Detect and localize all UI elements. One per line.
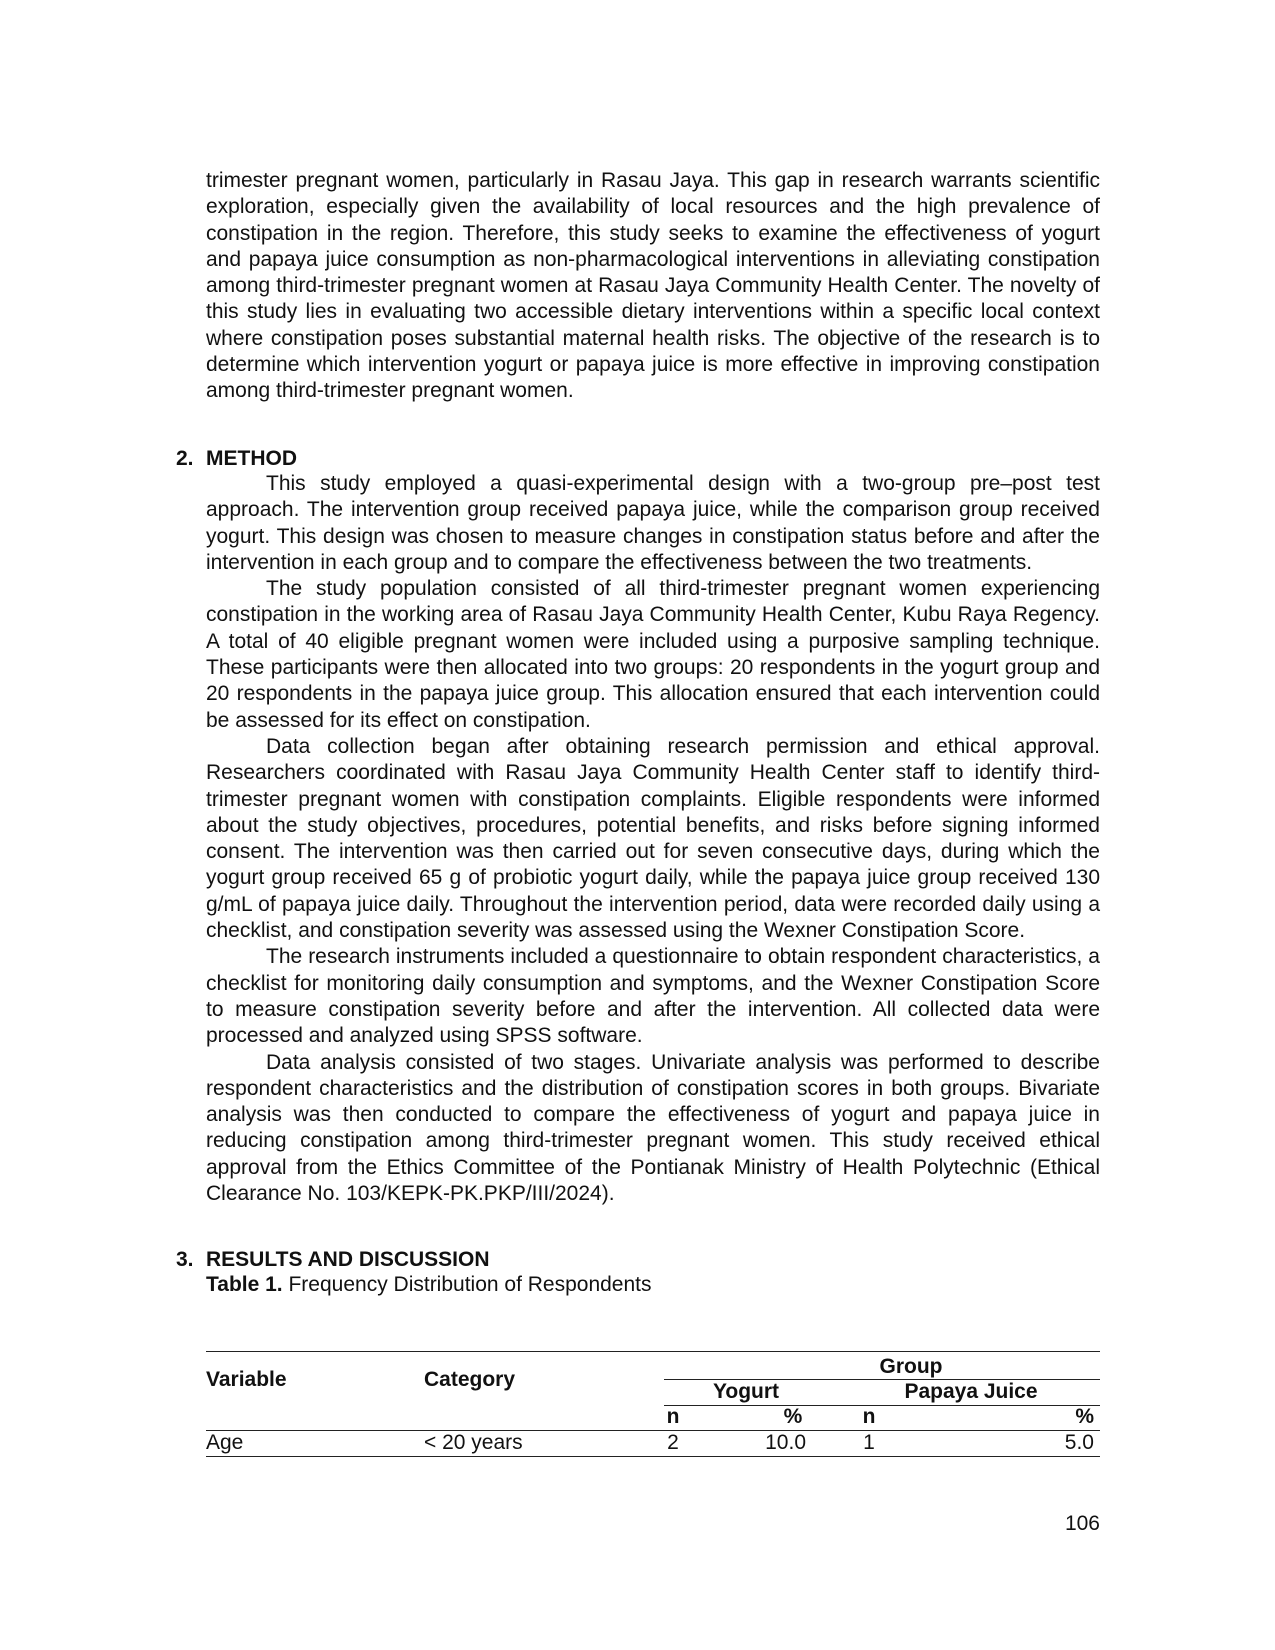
intro-section (206, 168, 1100, 405)
row-yogurt-pct: 10.0 (765, 1431, 806, 1454)
header-variable: Variable (206, 1368, 287, 1391)
header-bottom-rule (206, 1430, 1100, 1431)
table-caption (206, 1272, 652, 1298)
header-yogurt: Yogurt (712, 1380, 780, 1403)
row-yogurt-n: 2 (667, 1431, 679, 1454)
page-number: 106 (1064, 1512, 1100, 1535)
method-paragraph-data-collection: Data collection began after obtaining research permission and ethical approval. Researchers coordinated with Rasau Jaya Community Health Center staff to identify third-trimester pregnant women with constipation complaints. Eligible respondents were informed about the study objectives, procedures, potential benefits, and risks before signing informed consent. The intervention was then carried out for seven consecutive days, during which the yogurt group received 65 g of probiotic yogurt daily, while the papaya juice group received 130 g/mL of papaya juice daily. Throughout the intervention period, data were recorded daily using a checklist, and constipation severity was assessed using the Wexner Constipation Score. (206, 734, 1100, 943)
method-paragraph-population: The study population consisted of all third-trimester pregnant women experiencing constipation in the working area of Rasau Jaya Community Health Center, Kubu Raya Regency. A total of 40 eligible pregnant women were included using a purposive sampling technique. These participants were then allocated into two groups: 20 respondents in the yogurt group and 20 respondents in the papaya juice group. This allocation ensured that each intervention could be assessed for its effect on constipation. (206, 577, 1100, 732)
method-paragraph-design: This study employed a quasi-experimental design with a two-group pre–post test approach. The intervention group received papaya juice, while the comparison group received yogurt. This design was chosen to measure changes in constipation status before and after the intervention in each group and to compare the effectiveness between the two treatments. (206, 472, 1100, 574)
row-bottom-rule (206, 1456, 1100, 1457)
method-heading (176, 446, 297, 472)
frequency-table (206, 1355, 1100, 1475)
method-section-number: 2. (176, 447, 194, 470)
results-section-number: 3. (176, 1248, 194, 1271)
intro-paragraph: trimester pregnant women, particularly in Rasau Jaya. This gap in research warrants scientific exploration, especially given the availability of local resources and the high prevalence of constipation in the region. Therefore, this study seeks to examine the effectiveness of yogurt and papaya juice consumption as non-pharmacological interventions in alleviating constipation among third-trimester pregnant women at Rasau Jaya Community Health Center. The novelty of this study lies in evaluating two accessible dietary interventions within a specific local context where constipation poses substantial maternal health risks. The objective of the research is to determine which intervention yogurt or papaya juice is more effective in improving constipation among third-trimester pregnant women. (206, 169, 1100, 403)
table-caption-text: Frequency Distribution of Respondents (282, 1273, 652, 1296)
header-group: Group (879, 1355, 943, 1378)
results-section-title: RESULTS AND DISCUSSION (206, 1248, 490, 1271)
table-top-rule (206, 1351, 1100, 1352)
row-variable: Age (206, 1431, 244, 1454)
header-yogurt-pct: % (783, 1405, 803, 1428)
row-papaya-pct: 5.0 (1064, 1431, 1094, 1454)
method-paragraph-instruments: The research instruments included a questionnaire to obtain respondent characteristics, a checklist for monitoring daily consumption and symptoms, and the Wexner Constipation Score to measure constipation severity before and after the intervention. All collected data were processed and analyzed using SPSS software. (206, 945, 1100, 1048)
header-papaya-pct: % (1075, 1405, 1094, 1428)
row-category: < 20 years (424, 1431, 523, 1454)
table-label: Table 1. (206, 1273, 283, 1296)
header-category: Category (424, 1368, 516, 1391)
method-section-title: METHOD (206, 447, 297, 470)
method-body (206, 471, 1100, 1207)
method-paragraph-analysis: Data analysis consisted of two stages. Univariate analysis was performed to describe respondent characteristics and the distribution of constipation scores in both groups. Bivariate analysis was then conducted to compare the effectiveness of yogurt and papaya juice in reducing constipation among third-trimester pregnant women. This study received ethical approval from the Ethics Committee of the Pontianak Ministry of Health Polytechnic (Ethical Clearance No. 103/KEPK-PK.PKP/III/2024). (206, 1050, 1100, 1206)
header-papaya-n: n (862, 1405, 876, 1428)
header-papaya-juice: Papaya Juice (904, 1380, 1038, 1403)
row-papaya-n: 1 (863, 1431, 875, 1454)
header-yogurt-n: n (666, 1405, 680, 1428)
results-heading (176, 1247, 490, 1273)
